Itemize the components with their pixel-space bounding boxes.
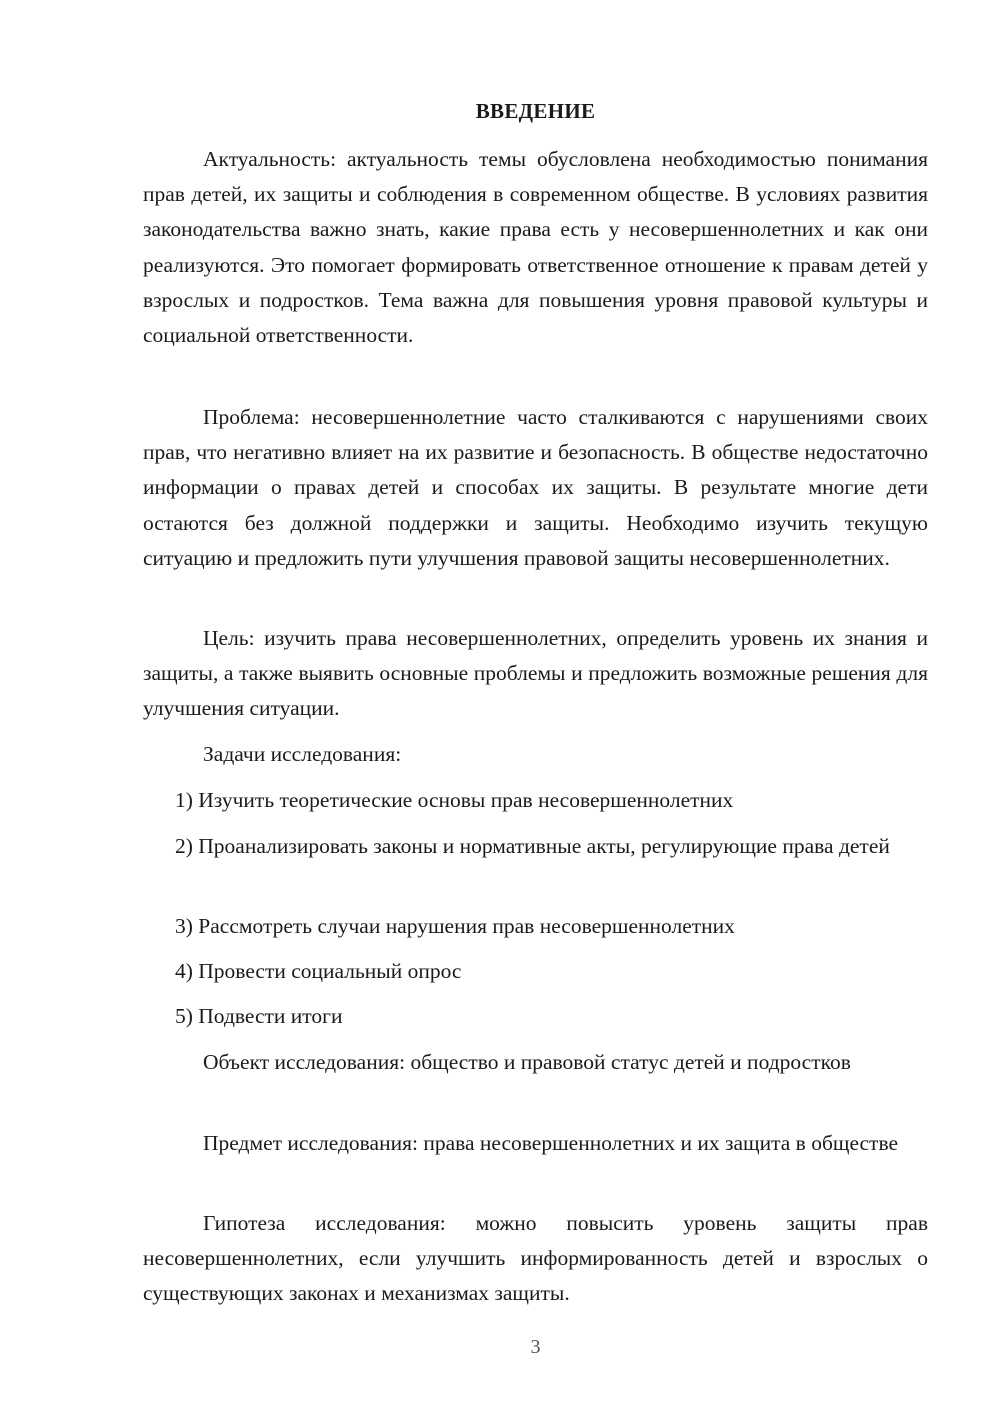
- task-item-4: 4) Провести социальный опрос: [175, 959, 462, 983]
- relevance-paragraph: Актуальность: актуальность темы обусловлена необходимостью понимания прав детей, их защиты и соблюдения в современном обществе. В условиях развития законодательства важно знать, какие права есть у несовершеннолетних и как они реализуются. Это помогает формировать ответственное отношение к правам детей у взрослых и подростков. Тема важна для повышения уровня правовой культуры и социальной ответственности.: [143, 147, 928, 348]
- page-number: 3: [530, 1336, 541, 1358]
- tasks-heading: Задачи исследования:: [203, 742, 402, 766]
- problem-paragraph: Проблема: несовершеннолетние часто сталкиваются с нарушениями своих прав, что негативно влияет на их развитие и безопасность. В обществе недостаточно информации о правах детей и способах их защиты. В результате многие дети остаются без должной поддержки и защиты. Необходимо изучить текущую ситуацию и предложить пути улучшения правовой защиты несовершеннолетних.: [143, 405, 928, 570]
- goal-paragraph: Цель: изучить права несовершеннолетних, определить уровень их знания и защиты, а также выявить основные проблемы и предложить возможные решения для улучшения ситуации.: [143, 626, 928, 721]
- task-item-3: 3) Рассмотреть случаи нарушения прав несовершеннолетних: [175, 914, 735, 938]
- task-item-2: 2) Проанализировать законы и нормативные акты, регулирующие права детей: [175, 834, 890, 858]
- subject-paragraph: Предмет исследования: права несовершеннолетних и их защита в обществе: [203, 1131, 899, 1155]
- task-item-5: 5) Подвести итоги: [175, 1004, 343, 1028]
- hypothesis-paragraph: Гипотеза исследования: можно повысить уровень защиты прав несовершеннолетних, если улучшить информированность детей и взрослых о существующих законах и механизмах защиты.: [143, 1211, 928, 1306]
- section-heading: ВВЕДЕНИЕ: [475, 99, 596, 123]
- task-item-1: 1) Изучить теоретические основы прав несовершеннолетних: [175, 788, 734, 812]
- object-paragraph: Объект исследования: общество и правовой статус детей и подростков: [203, 1050, 851, 1074]
